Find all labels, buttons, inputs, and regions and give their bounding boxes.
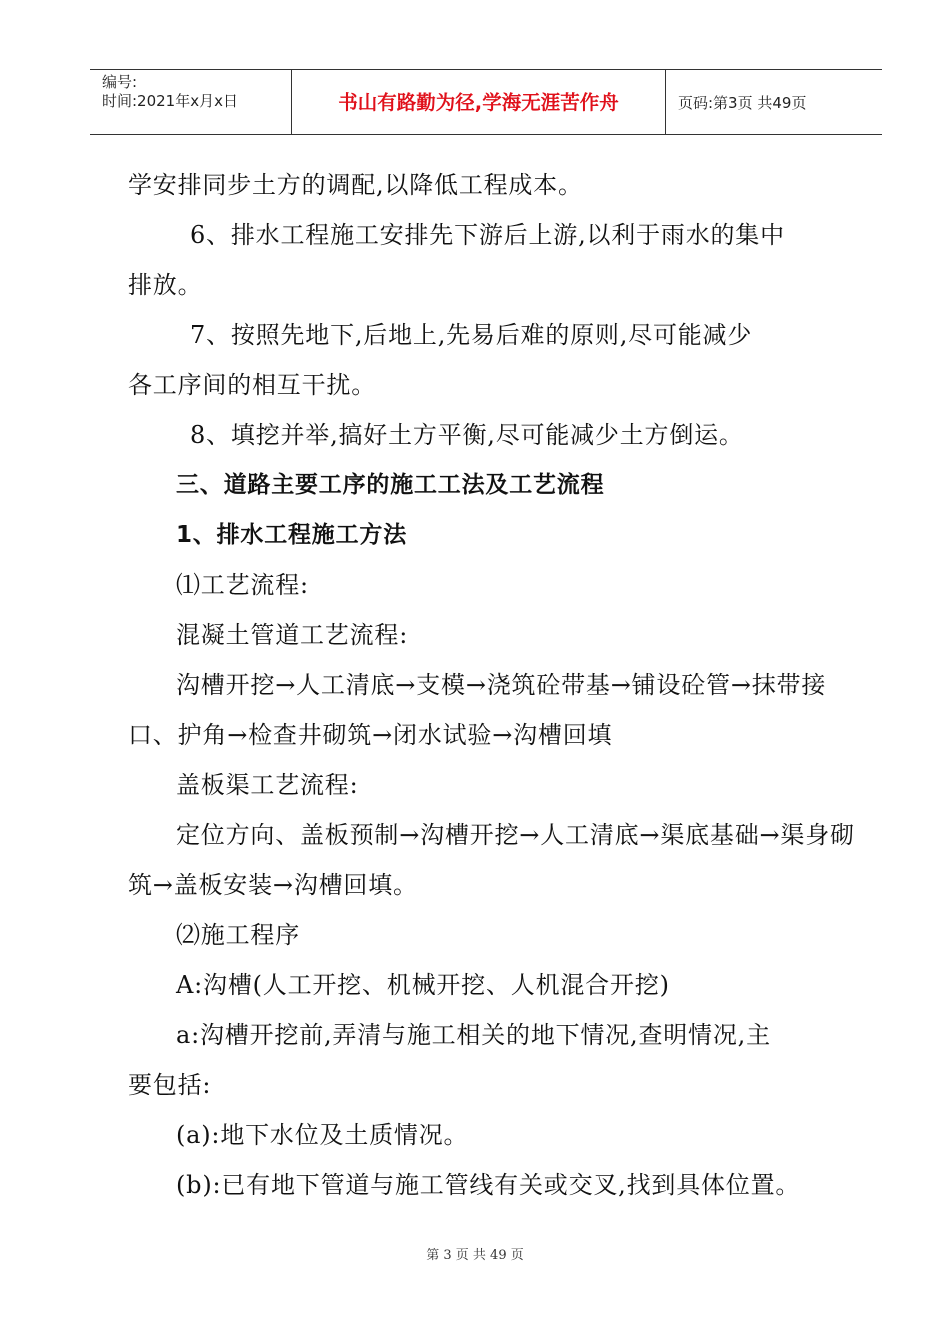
text-line: 排放。 (128, 271, 203, 299)
text-line: a:沟槽开挖前,弄清与施工相关的地下情况,查明情况,主 (176, 1021, 771, 1049)
text-line: (b):已有地下管道与施工管线有关或交叉,找到具体位置。 (176, 1171, 801, 1199)
text-line: 8、填挖并举,搞好土方平衡,尽可能减少土方倒运。 (190, 421, 744, 449)
page-footer: 第 3 页 共 49 页 (426, 1248, 524, 1263)
text-line: 各工序间的相互干扰。 (128, 371, 376, 399)
text-line: 6、排水工程施工安排先下游后上游,以利于雨水的集中 (190, 221, 785, 249)
text-line: ⑴工艺流程: (176, 571, 309, 599)
text-line: A:沟槽(人工开挖、机械开挖、人机混合开挖) (176, 971, 670, 999)
text-line: 盖板渠工艺流程: (176, 771, 359, 799)
section-heading: 三、道路主要工序的施工工法及工艺流程 (176, 472, 605, 498)
page-header (90, 69, 882, 135)
text-line: 沟槽开挖→人工清底→支模→浇筑砼带基→铺设砼管→抹带接 (176, 671, 827, 699)
number-label: 编号: (102, 73, 138, 91)
header-meta (90, 70, 292, 134)
subsection-heading: 1、排水工程施工方法 (176, 522, 408, 548)
time-label: 时间:2021年x月x日 (102, 92, 238, 110)
text-line: 筑→盖板安装→沟槽回填。 (128, 871, 418, 899)
text-line: ⑵施工程序 (176, 921, 300, 949)
text-line: 混凝土管道工艺流程: (176, 621, 409, 649)
text-line: 口、护角→检查井砌筑→闭水试验→沟槽回填 (128, 721, 613, 749)
motto: 书山有路勤为径,学海无涯苦作舟 (292, 70, 666, 134)
text-line: 学安排同步土方的调配,以降低工程成本。 (128, 171, 583, 199)
text-line: 要包括: (128, 1071, 212, 1099)
page-info: 页码:第3页 共49页 (678, 94, 807, 112)
text-line: (a):地下水位及土质情况。 (176, 1121, 469, 1149)
text-line: 定位方向、盖板预制→沟槽开挖→人工清底→渠底基础→渠身砌 (176, 821, 855, 849)
text-line: 7、按照先地下,后地上,先易后难的原则,尽可能减少 (190, 321, 753, 349)
